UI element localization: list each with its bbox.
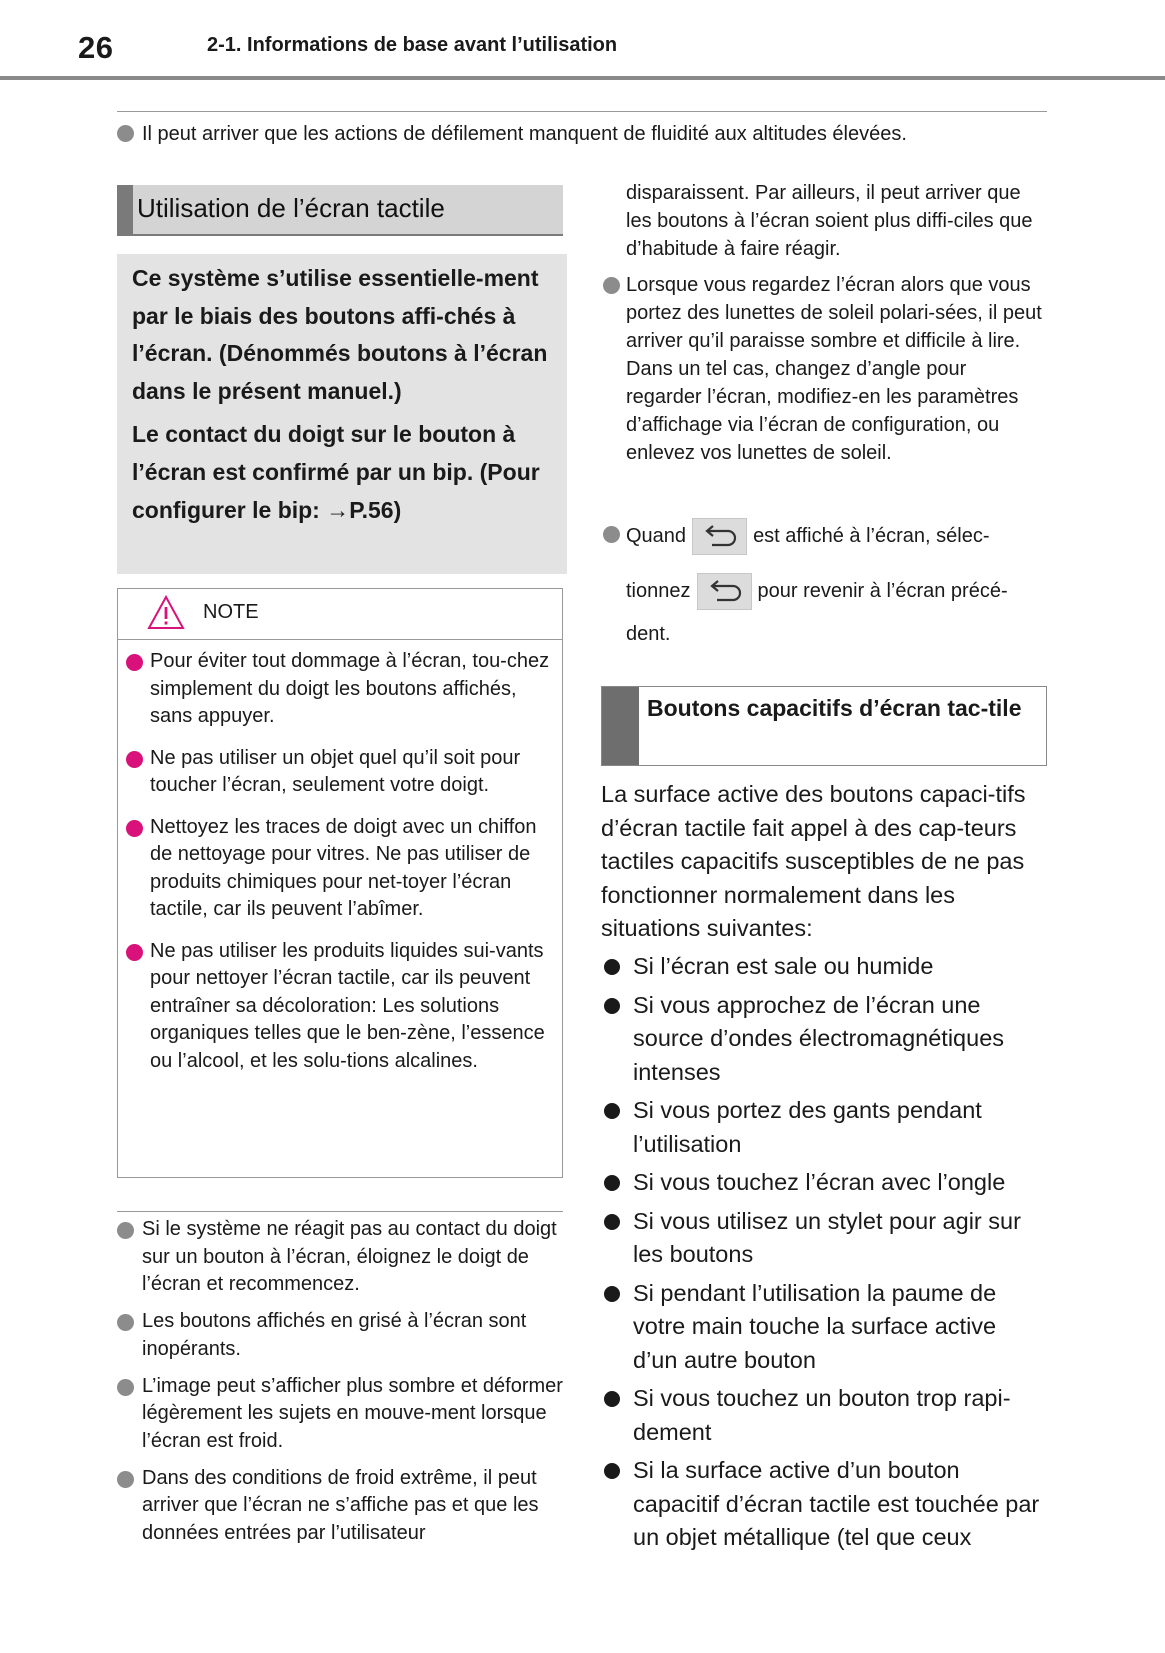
bullet-icon: [117, 125, 134, 142]
bullet-icon: [604, 1391, 620, 1407]
back-button-image: [692, 518, 747, 555]
bullet-icon: [604, 1175, 620, 1191]
right-bullet-list: [603, 179, 1047, 475]
list-item: [601, 1205, 1047, 1272]
list-item-text: L’image peut s’afficher plus sombre et déformer légèrement les sujets en mouve-ment lorsque l’écran est froid.: [142, 1374, 563, 1452]
page-number: 26: [78, 30, 114, 65]
back-note-text: dent.: [626, 623, 671, 645]
list-item-text: disparaissent. Par ailleurs, il peut arriver que les boutons à l’écran soient plus diffi-ciles que d’habitude à faire réagir.: [626, 182, 1033, 260]
list-item: [601, 989, 1047, 1090]
note-item-text: Ne pas utiliser un objet quel qu’il soit pour toucher l’écran, seulement votre doigt.: [150, 746, 521, 796]
list-item-text: Si l’écran est sale ou humide: [633, 953, 934, 979]
bullet-icon: [604, 998, 620, 1014]
back-note-line-3: [603, 623, 1047, 646]
back-arrow-icon: [702, 525, 738, 549]
list-item-text: Lorsque vous regardez l’écran alors que vous portez des lunettes de soleil polari-sées, il peut arriver qu’il paraisse sombre et difficile à lire. Dans un tel cas, changez d’angle pour regarder l’écran, modifiez-en les paramètres d’affichage via l’écran de configuration, ou enlevez vos lunettes de soleil.: [626, 274, 1042, 464]
back-note-text: est affiché à l’écran, sélec-: [753, 524, 990, 547]
list-item-text: Les boutons affichés en grisé à l’écran sont inopérants.: [142, 1310, 527, 1360]
note-item: [150, 938, 552, 1076]
top-divider: [117, 111, 1047, 112]
bullet-icon: [126, 944, 143, 961]
bullet-icon: [604, 1463, 620, 1479]
bullet-icon: [126, 654, 143, 671]
intro-paragraph: Ce système s’utilise essentielle-ment par le biais des boutons affi-chés à l’écran. (Dénommés boutons à l’écran dans le présent manuel.): [132, 265, 548, 404]
list-item-text: Si vous utilisez un stylet pour agir sur les boutons: [633, 1207, 1021, 1267]
left-divider: [117, 1211, 563, 1212]
intro-paragraph: Le contact du doigt sur le bouton à l’écran est confirmé par un bip. (Pour configurer le bip: →P.56): [132, 421, 540, 523]
capacitive-paragraph: La surface active des boutons capaci-tifs d’écran tactile fait appel à des cap-teurs tactiles capacitifs susceptibles de ne pas fonctionner normalement dans les situations suivantes:: [601, 781, 1026, 941]
capacitive-list: [601, 950, 1047, 1560]
left-bullet-list: [117, 1216, 563, 1557]
list-item-text: Dans des conditions de froid extrême, il peut arriver que l’écran ne s’affiche pas et que les données entrées par l’utilisateur: [142, 1466, 539, 1544]
warning-triangle-icon: [147, 595, 185, 631]
note-item: [150, 745, 552, 800]
list-item-text: Si vous touchez un bouton trop rapi-dement: [633, 1385, 1011, 1445]
back-button-image: [697, 573, 752, 610]
back-arrow-icon: [707, 580, 743, 604]
bullet-icon: [603, 277, 620, 294]
note-item-text: Ne pas utiliser les produits liquides sui-vants pour nettoyer l’écran tactile, car ils peuvent entraîner sa décoloration: Les solutions organiques telles que le ben-zène, l’essence ou l’alcool, et les solu-tions alcalines.: [150, 939, 545, 1072]
bullet-icon: [603, 526, 620, 543]
list-item: [601, 950, 1047, 984]
list-item: [601, 1166, 1047, 1200]
list-item-text: Si la surface active d’un bouton capacitif d’écran tactile est touchée par un objet métallique (tel que ceux: [633, 1457, 1040, 1550]
back-note-text: Quand: [626, 524, 687, 547]
list-item: [601, 1382, 1047, 1449]
back-note-line-2: [603, 573, 1047, 610]
bullet-icon: [126, 751, 143, 768]
note-list: [118, 640, 562, 1075]
header-divider: [0, 76, 1165, 80]
intro-box: [117, 254, 567, 574]
list-item: [601, 1454, 1047, 1555]
list-item-text: Si vous approchez de l’écran une source d’ondes électromagnétiques intenses: [633, 991, 1005, 1085]
chapter-title: 2-1. Informations de base avant l’utilisation: [207, 34, 618, 56]
list-item: [601, 1094, 1047, 1161]
list-item-text: Si le système ne réagit pas au contact du doigt sur un bouton à l’écran, éloignez le doigt de l’écran et recommencez.: [142, 1218, 557, 1295]
bullet-icon: [604, 1286, 620, 1302]
list-item: [117, 1373, 563, 1456]
bullet-icon: [117, 1222, 134, 1239]
list-item: [601, 1277, 1047, 1378]
note-label: NOTE: [203, 601, 259, 623]
list-item: [117, 1308, 563, 1363]
bullet-icon: [604, 1103, 620, 1119]
note-item-text: Pour éviter tout dommage à l’écran, tou-chez simplement du doigt les boutons affichés, sans appuyer.: [150, 650, 550, 727]
capacitive-heading-text: Boutons capacitifs d’écran tac-tile: [647, 695, 1022, 721]
bullet-icon: [604, 959, 620, 975]
note-header: [118, 589, 562, 640]
bullet-icon: [117, 1314, 134, 1331]
list-item-continuation: [603, 179, 1047, 263]
bullet-icon: [117, 1379, 134, 1396]
capacitive-heading: [601, 686, 1047, 766]
list-item: [603, 271, 1047, 467]
heading-bar: [602, 687, 639, 765]
altitude-note: [117, 120, 1047, 148]
note-item: [150, 648, 552, 731]
bullet-icon: [604, 1214, 620, 1230]
bullet-icon: [126, 820, 143, 837]
list-item-text: Si vous touchez l’écran avec l’ongle: [633, 1169, 1006, 1195]
list-item-text: Si vous portez des gants pendant l’utilisation: [633, 1097, 982, 1157]
section-heading-text: Utilisation de l’écran tactile: [137, 193, 445, 223]
back-note-text: pour revenir à l’écran précé-: [757, 579, 1008, 602]
note-item: [150, 814, 552, 924]
section-heading: [117, 185, 563, 236]
list-item-text: Si pendant l’utilisation la paume de votre main touche la surface active d’un autre bouton: [633, 1279, 997, 1373]
back-note-text: tionnez: [626, 579, 691, 602]
back-note-line-1: [603, 518, 1047, 555]
note-item-text: Nettoyez les traces de doigt avec un chiffon de nettoyage pour vitres. Ne pas utiliser de produits chimiques pour net-toyer l’écran tactile, car ils peuvent l’abîmer.: [150, 815, 537, 920]
bullet-icon: [117, 1471, 134, 1488]
list-item: [117, 1465, 563, 1548]
note-box: [117, 588, 563, 1178]
altitude-note-text: Il peut arriver que les actions de défilement manquent de fluidité aux altitudes élevées.: [142, 123, 907, 145]
list-item: [117, 1216, 563, 1299]
